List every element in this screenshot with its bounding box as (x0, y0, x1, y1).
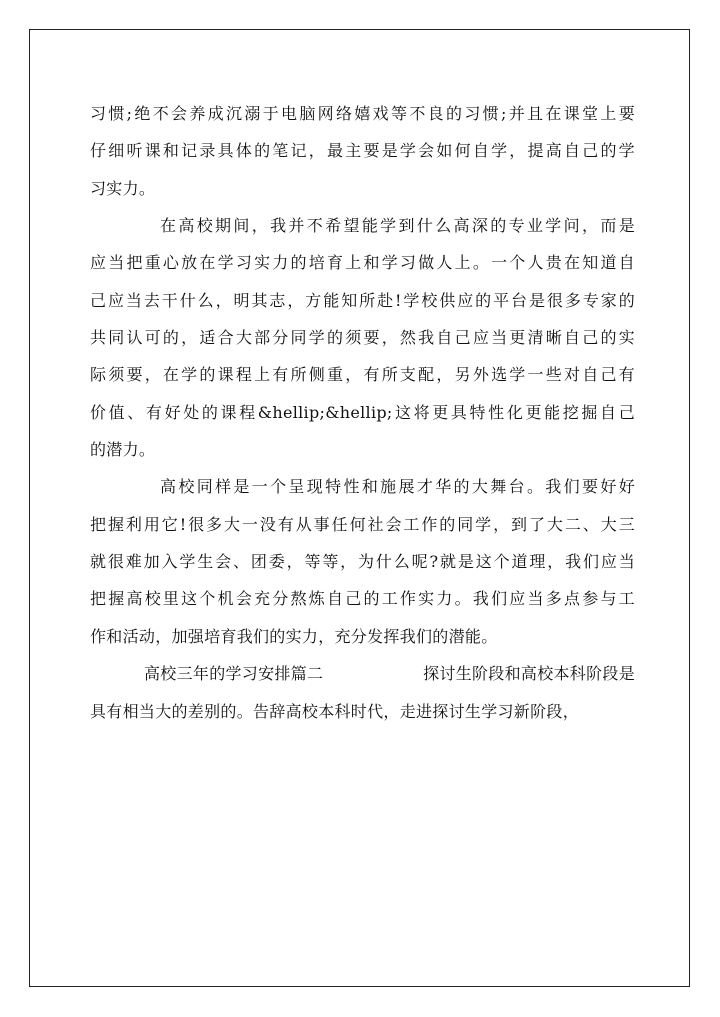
text-line: 就很难加入学生会、团委，等等，为什么呢?就是这个道理，我们应当 (90, 552, 635, 572)
text-line: 仔细听课和记录具体的笔记，最主要是学会如何自学，提高自己的学 (90, 141, 635, 161)
section-heading-row (90, 655, 635, 692)
section-continuation: 探讨生阶段和高校本科阶段是 (423, 664, 635, 684)
document-body (90, 95, 635, 730)
text-line: 把握利用它!很多大一没有从事任何社会工作的同学，到了大二、大三 (90, 514, 635, 534)
text-line: 具有相当大的差别的。告辞高校本科时代，走进探讨生学习新阶段， (90, 701, 580, 721)
text-line: 习惯;绝不会养成沉溺于电脑网络嬉戏等不良的习惯;并且在课堂上要 (90, 104, 635, 123)
text-line: 价值、有好处的课程&hellip;&hellip;这将更具特性化更能挖掘自己 (90, 402, 635, 422)
text-line: 己应当去干什么，明其志，方能知所赴!学校供应的平台是很多专家的 (90, 290, 635, 310)
paragraph-first-line: 高校同样是一个呈现特性和施展才华的大舞台。我们要好好 (160, 477, 635, 497)
text-line: 把握高校里这个机会充分熬炼自己的工作实力。我们应当多点参与工 (90, 589, 635, 609)
text-line: 习实力。 (90, 178, 156, 198)
text-line: 际须要，在学的课程上有所侧重，有所支配，另外选学一些对自己有 (90, 365, 635, 385)
section-title: 高校三年的学习安排篇二 (144, 664, 324, 684)
text-line: 的潜力。 (90, 440, 156, 460)
text-line: 共同认可的，适合大部分同学的须要，然我自己应当更清晰自己的实 (90, 328, 635, 348)
text-line: 作和活动，加强培育我们的实力，充分发挥我们的潜能。 (90, 626, 498, 646)
text-line: 应当把重心放在学习实力的培育上和学习做人上。一个人贵在知道自 (90, 253, 635, 273)
paragraph-first-line: 在高校期间，我并不希望能学到什么高深的专业学问，而是 (160, 216, 635, 236)
